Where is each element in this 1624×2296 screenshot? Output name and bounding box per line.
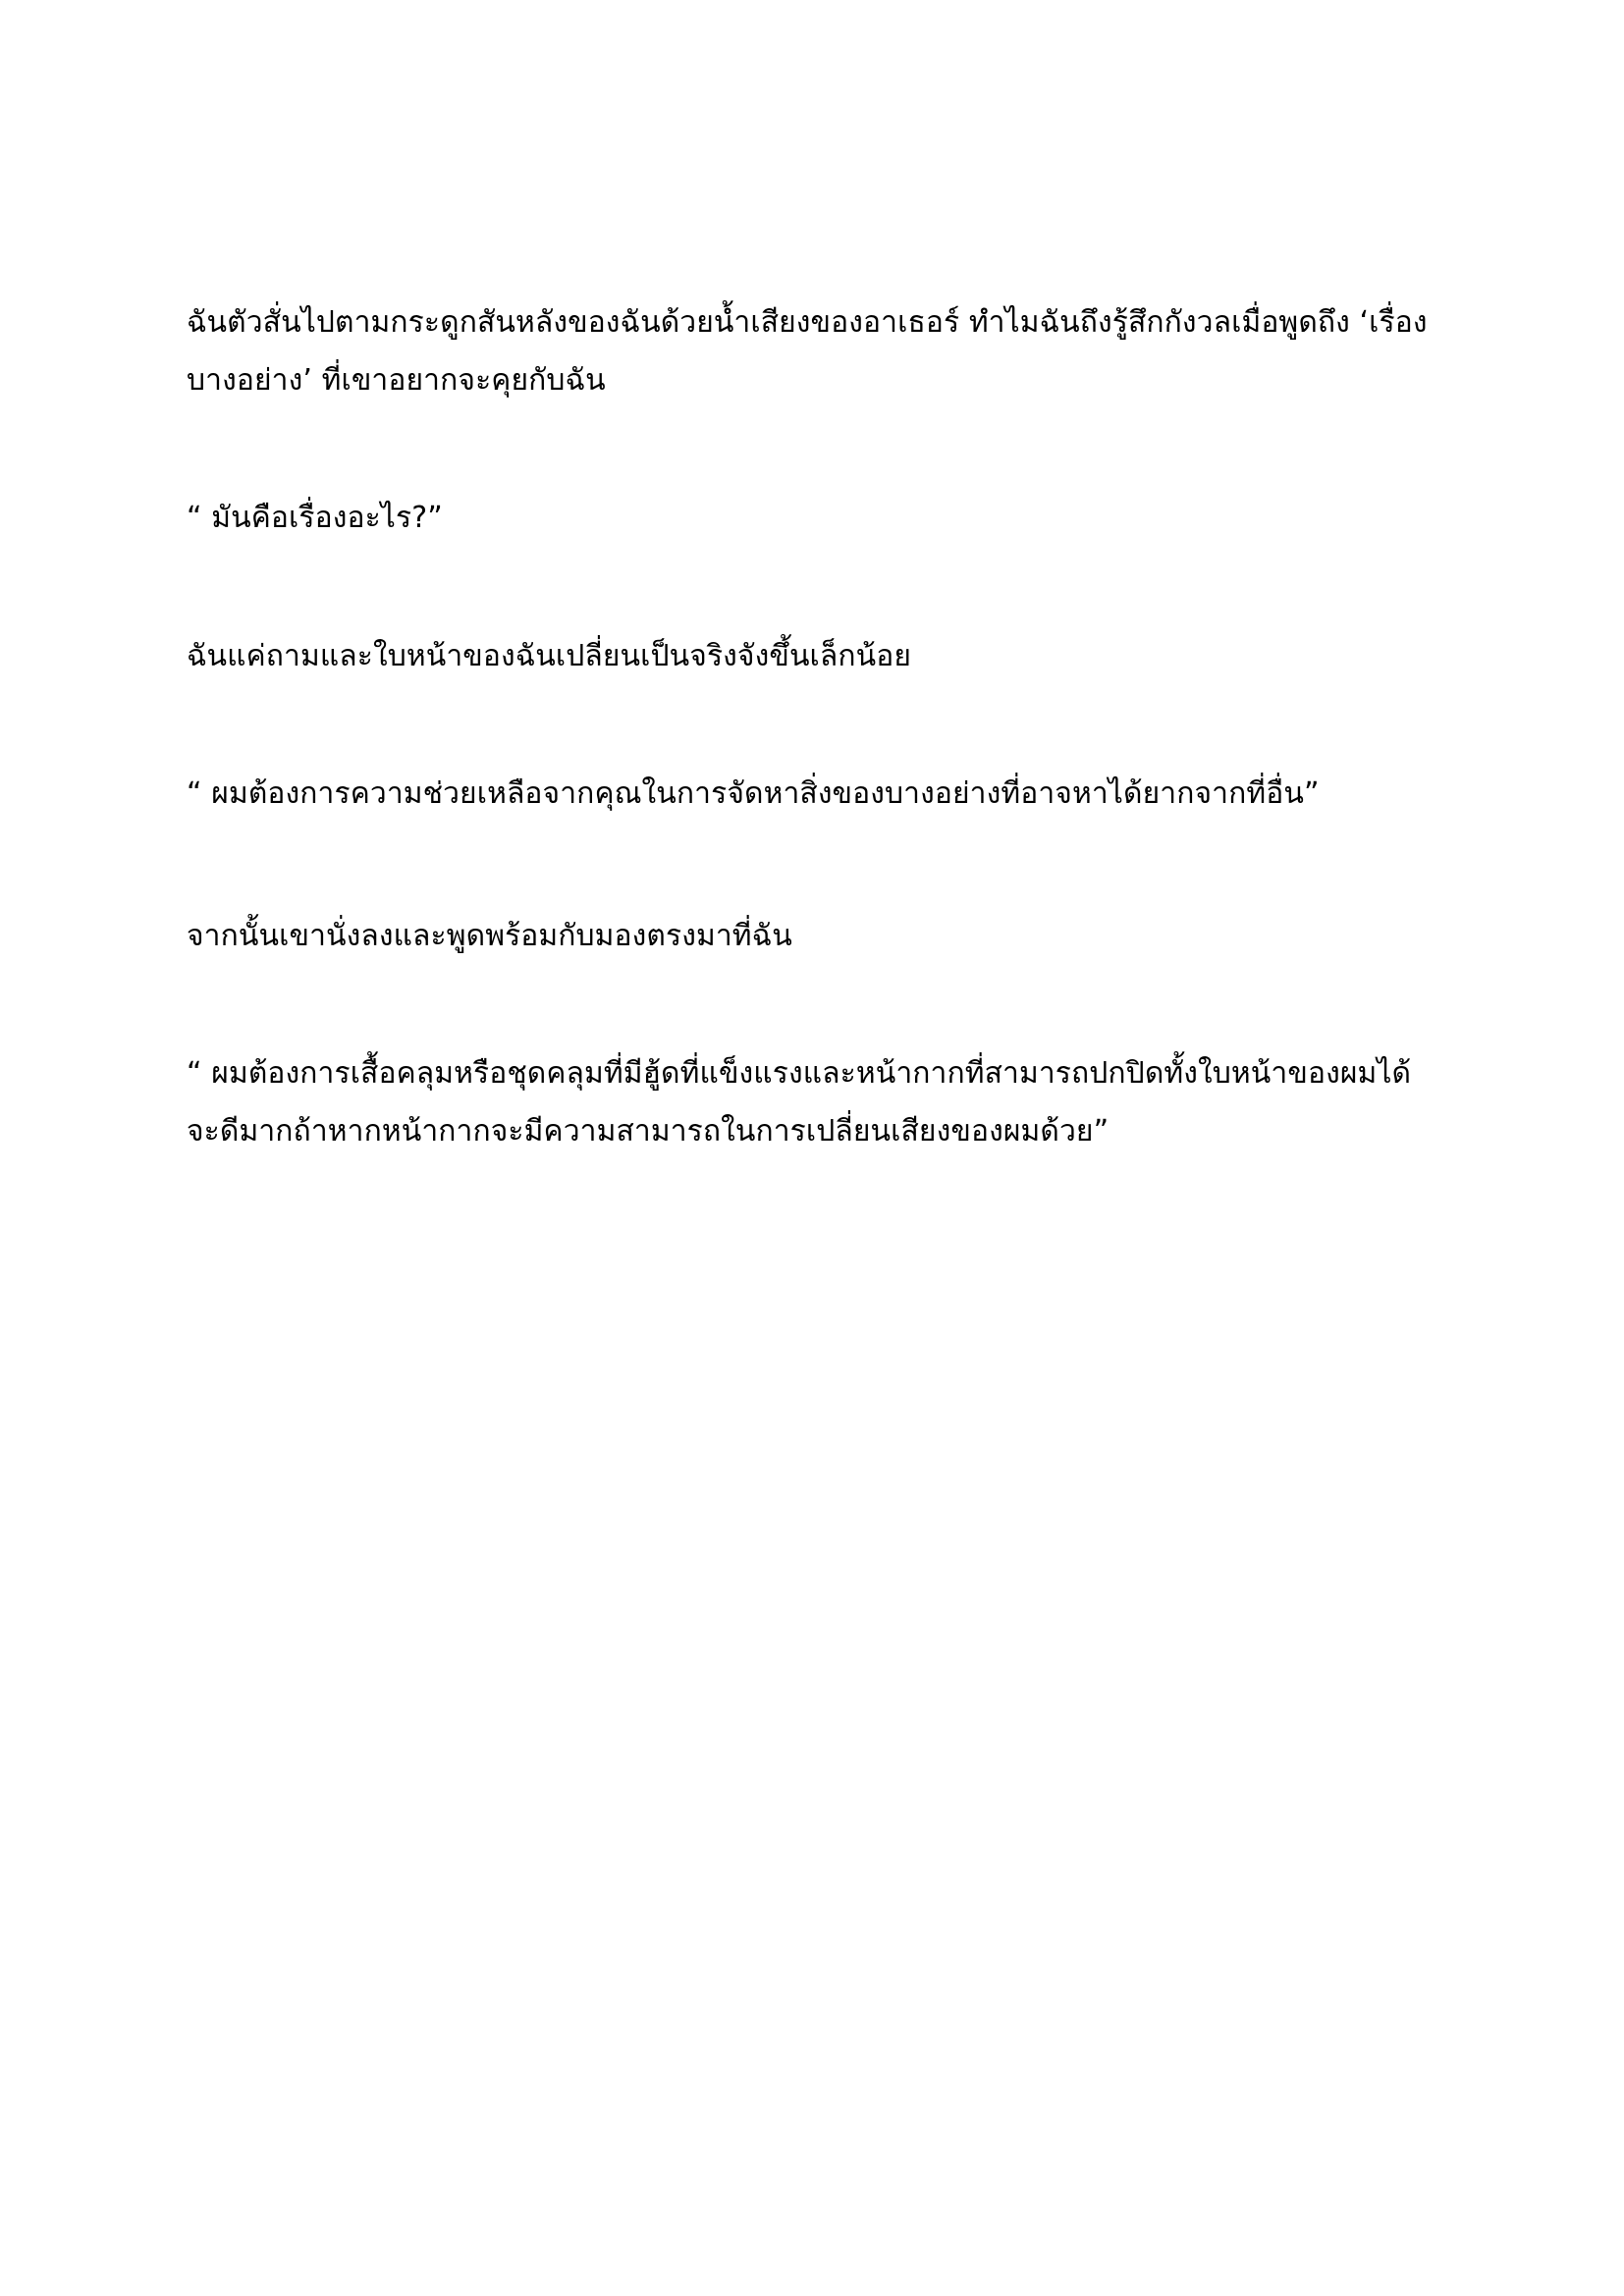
paragraph-2: “ มันคือเรื่องอะไร?” (187, 501, 443, 535)
paragraph-3: ฉันแค่ถามและใบหน้าของฉันเปลี่ยนเป็นจริงจังขึ้นเล็กน้อย (187, 638, 912, 673)
paragraph-1: ฉันตัวสั่นไปตามกระดูกสันหลังของฉันด้วยน้ำเสียงของอาเธอร์ ทำไมฉันถึงรู้สึกกังวลเมื่อพูดถึง ‘เรื่องบางอย่าง’ ที่เขาอยากจะคุยกับฉัน (187, 305, 1428, 398)
document-body (187, 294, 1428, 1160)
paragraph-5: จากนั้นเขานั่งลงและพูดพร้อมกับมองตรงมาที่ฉัน (187, 918, 792, 953)
paragraph-6: “ ผมต้องการเสื้อคลุมหรือชุดคลุมที่มีฮู้ดที่แข็งแรงและหน้ากากที่สามารถปกปิดทั้งใบหน้าของผมได้ จะดีมากถ้าหากหน้ากากจะมีความสามารถในการเปลี่ยนเสียงของผมด้วย” (187, 1056, 1421, 1148)
paragraph-4: “ ผมต้องการความช่วยเหลือจากคุณในการจัดหาสิ่งของบางอย่างที่อาจหาได้ยากจากที่อื่น” (187, 776, 1320, 811)
